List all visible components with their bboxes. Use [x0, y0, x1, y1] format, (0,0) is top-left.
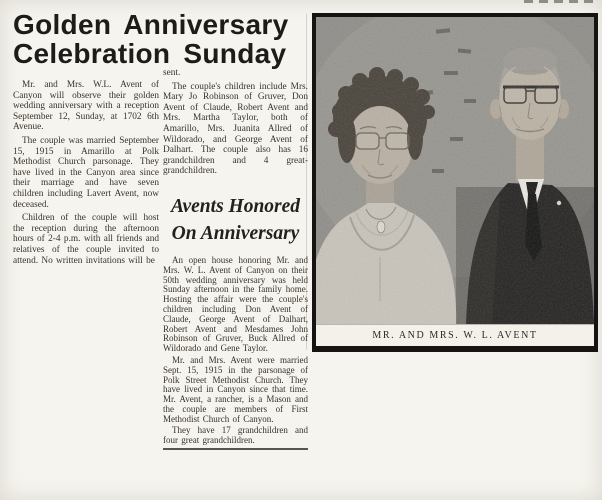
article2-paragraph: Mr. and Mrs. Avent were married Sept. 15, 1915 in the parsonage of Polk Street Methodist Church. They have lived in Canyon since that time. Mr. Avent, a rancher, is a Mason and the couple are members of First Methodist Church of Canyon.: [163, 354, 308, 424]
couple-photograph: [312, 13, 598, 352]
article2-paragraph: An open house honoring Mr. and Mrs. W. L. Avent of Canyon on their 50th wedding anniversary was held Sunday afternoon in the family home. Hosting the affair were the couple's children including Don Avent of Claude, George Avent of Dalhart, Robert Avent and Mesdames John Robinson of Gruver, Buck Allred of Wildorado and Gene Taylor.: [163, 254, 308, 354]
main-headline: [13, 10, 313, 68]
column-divider-rule: [306, 14, 307, 350]
secondary-headline-line-1: Avents Honored: [170, 195, 301, 217]
article1-continuation: sent.: [163, 68, 181, 78]
article1-paragraph: The couple was married September 15, 1915 in Amarillo at Polk Methodist Church parsonage. They have lived in the Canyon area since their marriage and have seven children including Lavert Avent, now deceased.: [13, 135, 159, 210]
main-headline-line-1: Golden Anniversary: [13, 9, 289, 40]
scan-artifact-marks: [524, 0, 596, 3]
main-headline-line-2: Celebration Sunday: [13, 38, 287, 69]
couple-portrait-illustration: [316, 17, 594, 325]
article-column-2: [163, 68, 308, 450]
secondary-article-body: [163, 256, 308, 450]
article-column-1: [13, 80, 159, 269]
article1-paragraph: The couple's children include Mrs. Mary Jo Robinson of Gruver, Don Avent of Claude, Robert Avent and Mrs. Martha Taylor, both of Amarillo, Mrs. Juanita Allred of Wildorado, and George Avent of Dalhart. The couple also has 16 grandchildren and 4 great-grandchildren.: [163, 81, 308, 177]
photo-caption: MR. AND MRS. W. L. AVENT: [316, 324, 594, 346]
article1-paragraph: Children of the couple will host the reception during the afternoon hours of 2-4 p.m. with all friends and relatives of the couple invited to attend. No written invitations will be: [13, 213, 159, 266]
secondary-headline: [163, 193, 308, 247]
article1-paragraph: Mr. and Mrs. W.L. Avent of Canyon will observe their golden wedding anniversary with a reception September 12, Sunday, at 1702 6th Avenue.: [13, 80, 159, 133]
article2-paragraph: They have 17 grandchildren and four great grandchildren.: [163, 425, 308, 446]
secondary-headline-line-2: On Anniversary: [171, 222, 300, 244]
article-end-rule: [163, 448, 308, 450]
